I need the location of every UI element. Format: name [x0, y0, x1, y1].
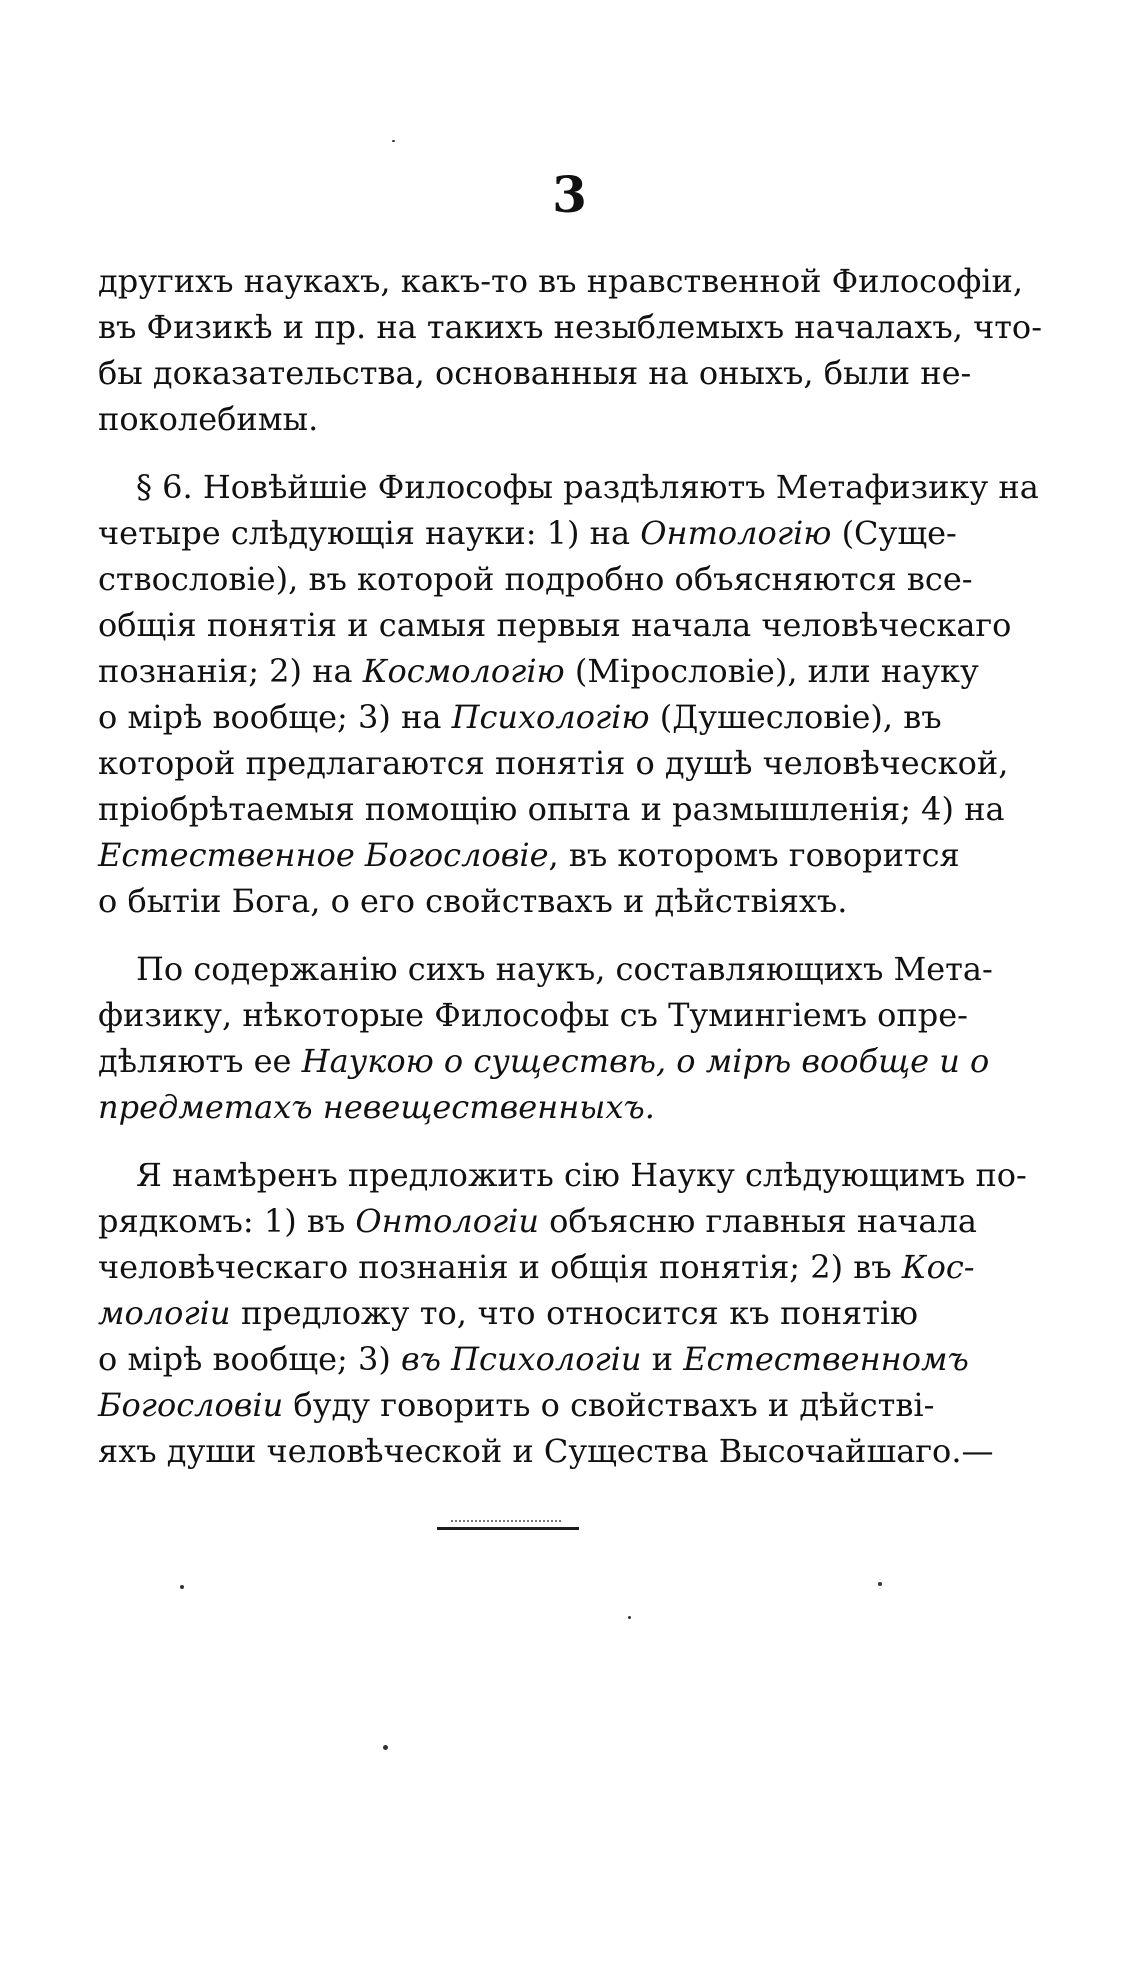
term-cosmology: Кос-	[901, 1248, 975, 1286]
paragraph-gap	[98, 1130, 918, 1152]
paragraph-gap	[98, 442, 918, 464]
text-fragment: , въ которомъ говорится	[548, 836, 960, 874]
scan-speck	[383, 1745, 388, 1750]
text-fragment: познанія; 2) на	[98, 652, 363, 690]
text-fragment: и	[641, 1340, 684, 1378]
text-line: которой предлагаются понятія о душѣ человѣческой,	[98, 744, 1009, 782]
scan-speck	[392, 140, 395, 142]
text-fragment: дѣляютъ ее	[98, 1042, 302, 1080]
text-line	[98, 1244, 975, 1290]
paragraph-gap	[98, 924, 918, 946]
term-psychology: Психологію	[451, 698, 650, 736]
term-natural-theology: Естественное Богословіе	[98, 836, 549, 874]
text-line: пріобрѣтаемыя помощію опыта и размышленія; 4) на	[98, 790, 1005, 828]
text-line	[98, 1038, 990, 1084]
text-line	[98, 1382, 935, 1428]
text-line: ствословіе), въ которой подробно объясняются все-	[98, 560, 973, 598]
text-line: поколебимы.	[98, 400, 319, 438]
text-line	[98, 694, 942, 740]
scan-speck	[180, 1585, 184, 1589]
text-line: бы доказательства, основанныя на оныхъ, были не-	[98, 354, 972, 392]
text-line	[98, 510, 957, 556]
term-cosmology: Космологію	[362, 652, 565, 690]
text-line: общія понятія и самыя первыя начала человѣческаго	[98, 606, 1012, 644]
end-rule-ornament	[437, 1527, 579, 1530]
text-line: о бытіи Бога, о его свойствахъ и дѣйствіяхъ.	[98, 882, 848, 920]
text-line: яхъ души человѣческой и Существа Высочайшаго.—	[98, 1432, 994, 1470]
term-psychology: въ Психологіи	[400, 1340, 642, 1378]
text-fragment: рядкомъ: 1) въ	[98, 1202, 356, 1240]
text-line: По содержанію сихъ наукъ, составляющихъ Мета-	[136, 950, 993, 988]
text-line	[98, 1198, 977, 1244]
text-fragment: буду говорить о свойствахъ и дѣйстві-	[283, 1386, 935, 1424]
text-line: Я намѣренъ предложить сію Науку слѣдующимъ по-	[136, 1156, 1027, 1194]
text-line: въ Физикѣ и пр. на такихъ незыблемыхъ началахъ, что-	[98, 308, 1042, 346]
body-text	[98, 258, 1042, 1474]
text-fragment: человѣческаго познанія и общія понятія; 2) въ	[98, 1248, 902, 1286]
term-natural: Естественномъ	[683, 1340, 969, 1378]
term-ontology: Онтологіи	[355, 1202, 539, 1240]
text-fragment: четыре слѣдующія науки: 1) на	[98, 514, 641, 552]
text-line	[98, 1336, 969, 1382]
text-fragment: о мірѣ вообще; 3) на	[98, 698, 452, 736]
term-ontology: Онтологію	[640, 514, 832, 552]
text-line	[98, 832, 960, 878]
page-number: 3	[552, 165, 588, 224]
text-line	[98, 1290, 918, 1336]
definition-italic-line: предметахъ невещественныхъ.	[98, 1088, 655, 1126]
text-fragment: (Душесловіе), въ	[649, 698, 942, 736]
term-cosmology-continued: мологіи	[98, 1294, 231, 1332]
text-line: другихъ наукахъ, какъ-то въ нравственной Философіи,	[98, 262, 1024, 300]
text-fragment: объясню главныя начала	[538, 1202, 977, 1240]
scan-speck	[628, 1616, 631, 1619]
text-line: физику, нѣкоторые Философы съ Тумингіемъ опре-	[98, 996, 968, 1034]
scan-speck	[878, 1582, 882, 1586]
text-fragment: (Міpocлoвie), или науку	[564, 652, 979, 690]
definition-italic: Наукою о существѣ, о мірѣ вообще и о	[301, 1042, 990, 1080]
text-line	[98, 648, 979, 694]
term-theology: Богословіи	[98, 1386, 284, 1424]
text-fragment: о мірѣ вообще; 3)	[98, 1340, 401, 1378]
section-heading-line: § 6. Новѣйшіе Философы раздѣляютъ Метафизику на	[136, 468, 1039, 506]
text-fragment: предложу то, что относится къ понятію	[230, 1294, 918, 1332]
text-fragment: (Суще-	[831, 514, 957, 552]
